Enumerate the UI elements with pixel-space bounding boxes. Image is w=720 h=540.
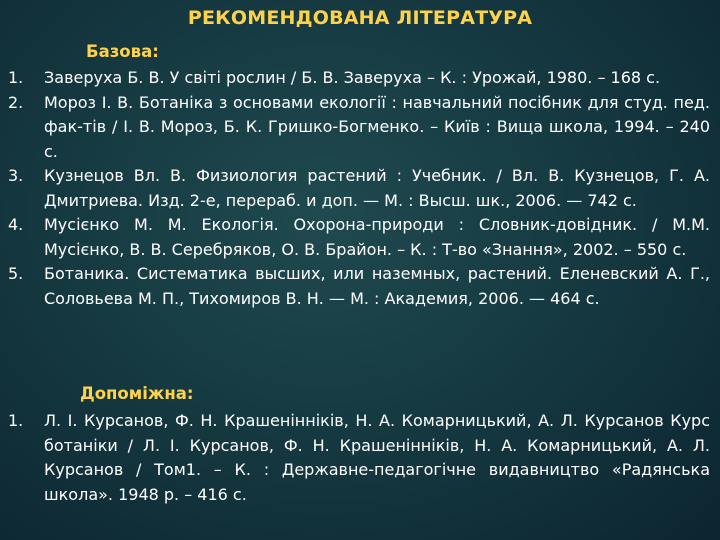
basic-list: [0, 66, 720, 311]
item-text: Заверуха Б. В. У світі рослин / Б. В. Заверуха – К. : Урожай, 1980. – 168 с.: [44, 68, 661, 87]
list-item: [0, 409, 720, 507]
item-number: 5.: [8, 264, 24, 283]
item-text: Кузнецов Вл. В. Физиология растений : Учебник. / Вл. В. Кузнецов, Г. А. Дмитриева. Изд. 2-е, перераб. и доп. — М. : Высш. шк., 2006. — 742 с.: [44, 166, 710, 210]
list-item: [0, 262, 720, 311]
additional-heading: Допоміжна:: [80, 384, 194, 403]
item-number: 4.: [8, 215, 24, 234]
item-text: Л. І. Курсанов, Ф. Н. Крашенінніків, Н. А. Комарницький, А. Л. Курсанов Курс ботаніки / Л. І. Курсанов, Ф. Н. Крашенінніків, Н. А. Комарницький, А. Л. Курсанов / Том1. – К. : Державне-педагогічне видавництво «Радянська школа». 1948 р. – 416 с.: [44, 411, 710, 504]
page-title: РЕКОМЕНДОВАНА ЛІТЕРАТУРА: [187, 7, 533, 29]
item-number: 3.: [8, 166, 24, 185]
list-item: [0, 164, 720, 213]
item-number: 1.: [8, 68, 24, 87]
list-item: [0, 91, 720, 165]
item-text: Мусієнко М. М. Екологія. Охорона-природи : Словник-довідник. / М.М. Мусієнко, В. В. Серебряков, О. В. Брайон. – К. : Т-во «Знання», 2002. – 550 с.: [44, 215, 710, 259]
additional-list: [0, 409, 720, 507]
item-number: 1.: [8, 411, 24, 430]
item-text: Ботаника. Систематика высших, или наземных, растений. Еленевский А. Г., Соловьева М. П., Тихомиров В. Н. — М. : Академия, 2006. — 464 с.: [44, 264, 710, 308]
item-text: Мороз І. В. Ботаніка з основами екології : навчальний посібник для студ. пед. фак-тів / І. В. Мороз, Б. К. Гришко-Богменко. – Київ : Вища школа, 1994. – 240 с.: [44, 92, 710, 161]
list-item: [0, 66, 720, 91]
list-item: [0, 213, 720, 262]
item-number: 2.: [8, 92, 24, 112]
basic-heading: Базова:: [86, 42, 159, 61]
